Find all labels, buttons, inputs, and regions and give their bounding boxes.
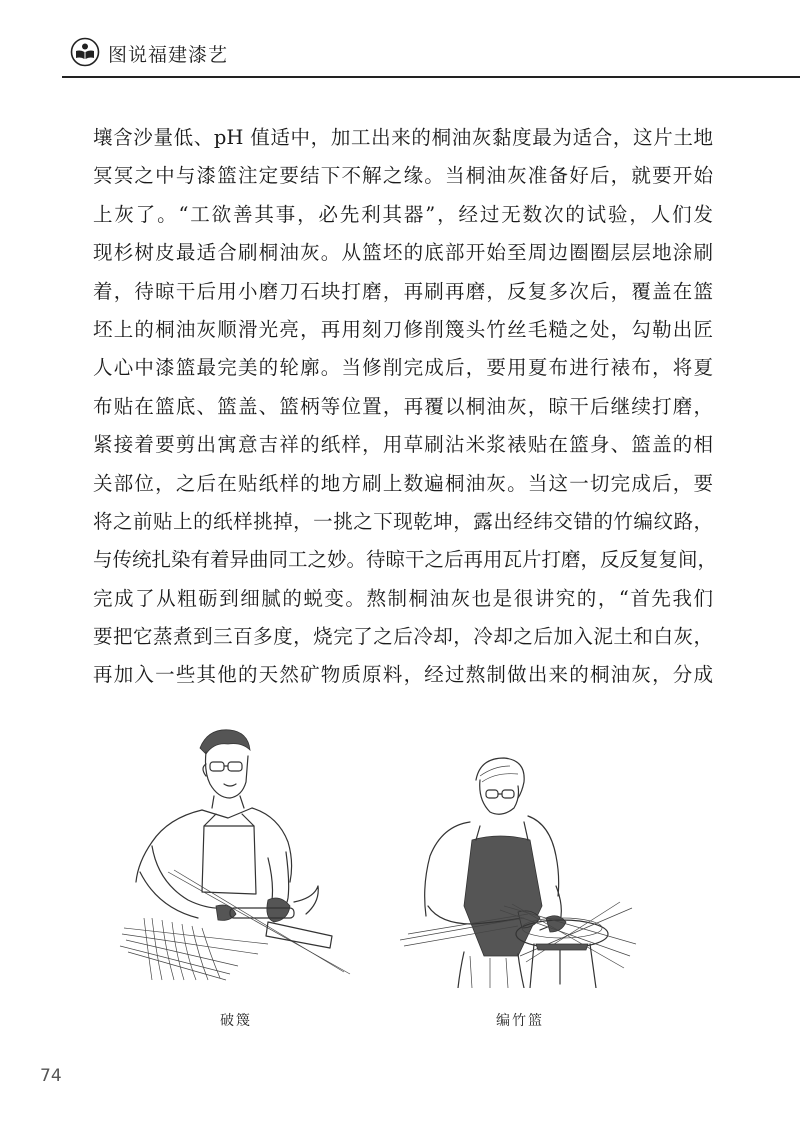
text-line: 要把它蒸煮到三百多度，烧完了之后冷却，冷却之后加入泥土和白灰， [93,625,713,649]
book-title: 图说福建漆艺 [108,44,229,66]
text-line: 坯上的桐油灰顺滑光亮，再用刻刀修削篾头竹丝毛糙之处，勾勒出匠 [93,317,713,341]
basket-weaving-illustration [400,756,640,988]
text-line: 紧接着要剪出寓意吉祥的纸样，用草刷沾米浆裱贴在篮身、篮盖的相 [93,433,713,457]
text-line: 现杉树皮最适合刷桐油灰。从篮坯的底部开始至周边圈圈层层地涂刷 [93,241,713,265]
text-line: 完成了从粗砺到细腻的蜕变。熬制桐油灰也是很讲究的，“首先我们 [93,586,713,610]
page-header [0,0,800,80]
book-reader-icon [70,37,100,67]
text-line: 布贴在篮底、篮盖、篮柄等位置，再覆以桐油灰，晾干后继续打磨， [93,394,713,418]
body-text [93,119,718,695]
text-line: 将之前贴上的纸样挑掉，一挑之下现乾坤，露出经纬交错的竹编纹路， [93,509,713,533]
text-line: 人心中漆篮最完美的轮廓。当修削完成后，要用夏布进行裱布，将夏 [93,356,713,380]
text-line: 与传统扎染有着异曲同工之妙。待晾干之后再用瓦片打磨，反反复复间， [93,548,718,572]
text-line: 关部位，之后在贴纸样的地方刷上数遍桐油灰。当这一切完成后，要 [93,471,713,495]
text-line: 着，待晾干后用小磨刀石块打磨，再刷再磨，反复多次后，覆盖在篮 [93,279,713,303]
figure-caption-left: 破篾 [220,1013,252,1029]
text-line: 壤含沙量低、pH 值适中，加工出来的桐油灰黏度最为适合，这片土地 [93,126,713,149]
text-line: 再加入一些其他的天然矿物质原料，经过熬制做出来的桐油灰，分成 [93,663,713,687]
text-line: 上灰了。“工欲善其事，必先利其器”，经过无数次的试验，人们发 [93,202,713,226]
page-number: 74 [40,1066,62,1086]
text-line: 冥冥之中与漆篮注定要结下不解之缘。当桐油灰准备好后，就要开始 [93,164,713,188]
header-divider [62,76,800,78]
figure-caption-right: 编竹篮 [496,1013,544,1029]
bamboo-splitting-illustration [118,722,354,984]
